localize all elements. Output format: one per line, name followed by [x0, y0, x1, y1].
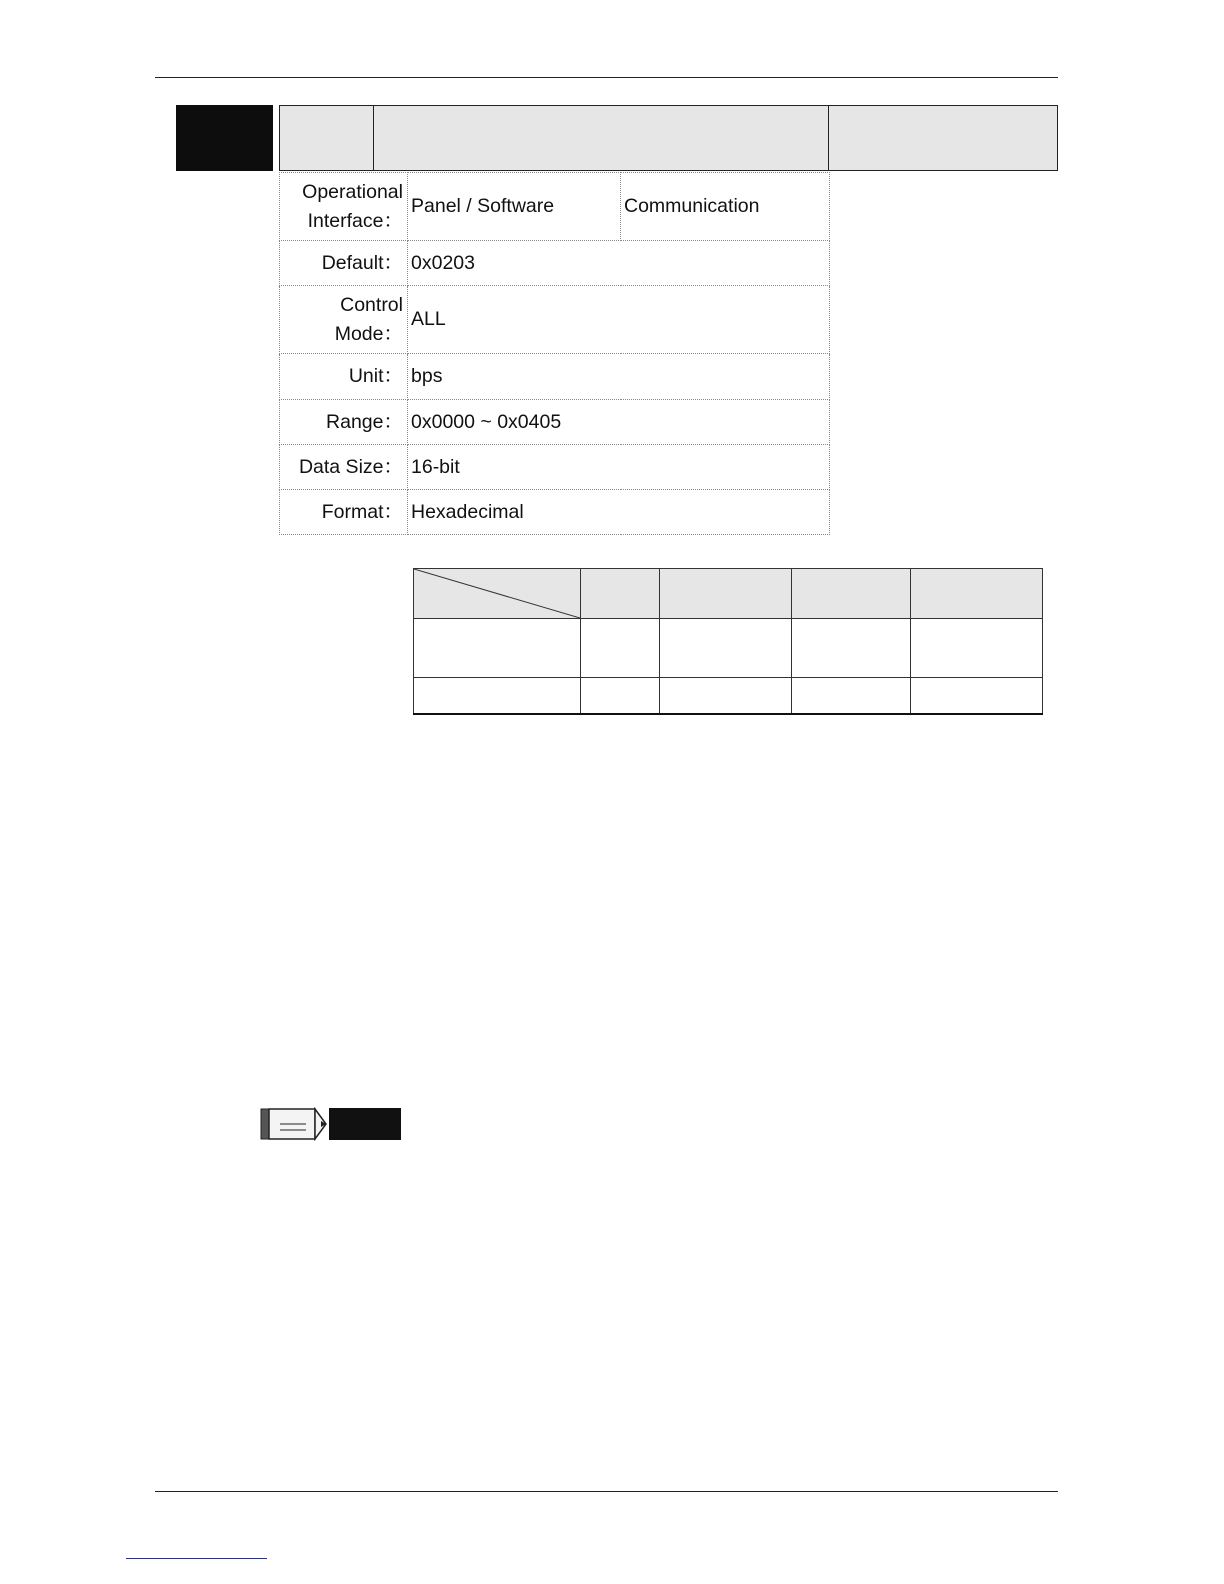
rate-table-header-cell	[660, 569, 792, 619]
interface-label	[280, 173, 408, 241]
unit-value: bps	[408, 354, 830, 400]
rate-table-header-cell	[581, 569, 660, 619]
interface-label-text: Operational Interface：	[302, 180, 403, 232]
rate-table-cell	[911, 678, 1043, 715]
rate-table-cell	[414, 678, 581, 715]
rate-table-header-cell	[792, 569, 911, 619]
rate-table-header-row	[414, 569, 1043, 619]
rate-table-cell	[792, 678, 911, 715]
rate-table-cell	[660, 678, 792, 715]
parameter-info-table	[279, 172, 830, 535]
control-mode-row	[280, 286, 830, 354]
control-mode-value: ALL	[408, 286, 830, 354]
header-rule	[155, 77, 1058, 78]
rate-table-cell	[792, 619, 911, 678]
default-label: Default：	[280, 241, 408, 286]
data-size-label: Data Size：	[280, 445, 408, 490]
header-divider	[828, 106, 829, 170]
interface-row	[280, 173, 830, 241]
interface-panel-value: Panel / Software	[408, 173, 621, 241]
format-label: Format：	[280, 490, 408, 535]
rate-table-header-cell	[911, 569, 1043, 619]
footer-link-underline[interactable]	[126, 1558, 267, 1559]
rate-table-cell	[414, 619, 581, 678]
rate-table-row	[414, 678, 1043, 715]
rate-table-cell	[581, 619, 660, 678]
rate-table-row	[414, 619, 1043, 678]
rate-table-cell	[581, 678, 660, 715]
data-size-row	[280, 445, 830, 490]
format-row	[280, 490, 830, 535]
range-label: Range：	[280, 400, 408, 445]
rate-table-cell	[911, 619, 1043, 678]
diagonal-header-cell	[414, 569, 581, 619]
unit-row	[280, 354, 830, 400]
range-value: 0x0000 ~ 0x0405	[408, 400, 830, 445]
interface-comm-value: Communication	[621, 173, 830, 241]
control-mode-label: Control Mode：	[280, 286, 408, 354]
parameter-code-block	[176, 105, 273, 171]
data-size-value: 16-bit	[408, 445, 830, 490]
baud-rate-table	[413, 568, 1043, 715]
note-label-box	[329, 1108, 401, 1140]
default-row	[280, 241, 830, 286]
footer-rule	[155, 1491, 1058, 1492]
header-divider	[373, 106, 374, 170]
diagonal-line	[414, 569, 580, 618]
range-row	[280, 400, 830, 445]
format-value: Hexadecimal	[408, 490, 830, 535]
default-value: 0x0203	[408, 241, 830, 286]
parameter-header-bar	[279, 105, 1058, 171]
unit-label: Unit：	[280, 354, 408, 400]
rate-table-cell	[660, 619, 792, 678]
pencil-note-icon	[260, 1107, 328, 1141]
